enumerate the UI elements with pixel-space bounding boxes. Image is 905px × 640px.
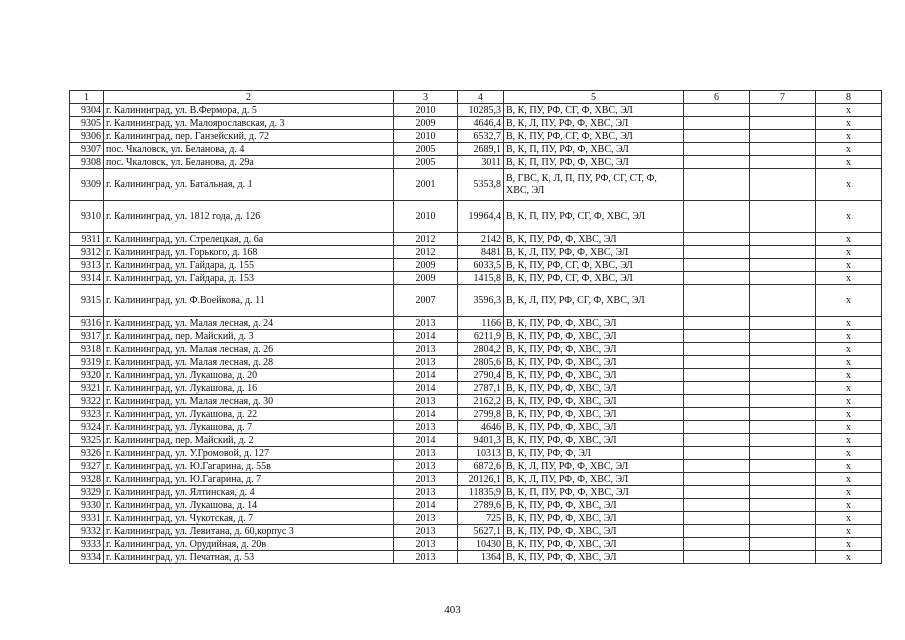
area-cell: 2162,2 (458, 395, 504, 408)
table-row (70, 538, 882, 551)
column-7-cell (750, 117, 816, 130)
column-8-cell: х (816, 395, 882, 408)
address-cell: г. Калининград, ул. Малая лесная, д. 28 (104, 356, 394, 369)
column-8-cell: х (816, 434, 882, 447)
works-cell: В, К, Л, ПУ, РФ, Ф, ХВС, ЭЛ (504, 117, 684, 130)
works-cell: В, К, ПУ, РФ, Ф, ХВС, ЭЛ (504, 382, 684, 395)
column-8-cell: х (816, 104, 882, 117)
column-6-cell (684, 259, 750, 272)
column-7-cell (750, 285, 816, 317)
column-7-cell (750, 525, 816, 538)
table-row (70, 408, 882, 421)
column-7-cell (750, 486, 816, 499)
address-cell: г. Калининград, ул. Лукашова, д. 20 (104, 369, 394, 382)
column-7-cell (750, 317, 816, 330)
column-6-cell (684, 233, 750, 246)
address-cell: г. Калининград, ул. Лукашова, д. 14 (104, 499, 394, 512)
table-row (70, 201, 882, 233)
year-cell: 2014 (394, 434, 458, 447)
address-cell: г. Калининград, пер. Ганзейский, д. 72 (104, 130, 394, 143)
works-cell: В, ГВС, К, Л, П, ПУ, РФ, СГ, СТ, Ф, ХВС, ЭЛ (504, 169, 684, 201)
column-8-cell: х (816, 473, 882, 486)
works-cell: В, К, ПУ, РФ, Ф, ХВС, ЭЛ (504, 434, 684, 447)
column-6-cell (684, 143, 750, 156)
header-cell: 2 (104, 91, 394, 104)
year-cell: 2014 (394, 408, 458, 421)
year-cell: 2013 (394, 460, 458, 473)
table-row (70, 169, 882, 201)
column-6-cell (684, 421, 750, 434)
row-number: 9320 (70, 369, 104, 382)
works-cell: В, К, ПУ, РФ, Ф, ХВС, ЭЛ (504, 512, 684, 525)
works-cell: В, К, ПУ, РФ, Ф, ХВС, ЭЛ (504, 343, 684, 356)
works-cell: В, К, П, ПУ, РФ, Ф, ХВС, ЭЛ (504, 156, 684, 169)
column-8-cell: х (816, 169, 882, 201)
address-cell: г. Калининград, ул. Ялтинская, д. 4 (104, 486, 394, 499)
year-cell: 2013 (394, 447, 458, 460)
header-cell: 3 (394, 91, 458, 104)
column-7-cell (750, 434, 816, 447)
table-row (70, 447, 882, 460)
table-row (70, 233, 882, 246)
column-6-cell (684, 104, 750, 117)
column-7-cell (750, 447, 816, 460)
column-8-cell: х (816, 143, 882, 156)
column-8-cell: х (816, 525, 882, 538)
table-row (70, 551, 882, 564)
address-cell: пос. Чкаловск, ул. Беланова, д. 29а (104, 156, 394, 169)
row-number: 9325 (70, 434, 104, 447)
year-cell: 2005 (394, 143, 458, 156)
area-cell: 10313 (458, 447, 504, 460)
column-8-cell: х (816, 551, 882, 564)
address-cell: г. Калининград, ул. Стрелецкая, д. 6а (104, 233, 394, 246)
row-number: 9332 (70, 525, 104, 538)
row-number: 9319 (70, 356, 104, 369)
works-cell: В, К, ПУ, РФ, Ф, ХВС, ЭЛ (504, 356, 684, 369)
area-cell: 2689,1 (458, 143, 504, 156)
year-cell: 2009 (394, 117, 458, 130)
area-cell: 6872,6 (458, 460, 504, 473)
column-6-cell (684, 343, 750, 356)
column-6-cell (684, 382, 750, 395)
column-6-cell (684, 395, 750, 408)
column-6-cell (684, 272, 750, 285)
column-6-cell (684, 369, 750, 382)
area-cell: 1415,8 (458, 272, 504, 285)
address-cell: г. Калининград, ул. Малоярославская, д. 3 (104, 117, 394, 130)
table-row (70, 272, 882, 285)
row-number: 9324 (70, 421, 104, 434)
address-cell: г. Калининград, ул. Ю.Гагарина, д. 7 (104, 473, 394, 486)
table-row (70, 285, 882, 317)
column-8-cell: х (816, 259, 882, 272)
header-cell: 6 (684, 91, 750, 104)
area-cell: 2790,4 (458, 369, 504, 382)
column-7-cell (750, 395, 816, 408)
address-cell: г. Калининград, ул. Горького, д. 168 (104, 246, 394, 259)
column-6-cell (684, 408, 750, 421)
address-cell: г. Калининград, ул. Гайдара, д. 153 (104, 272, 394, 285)
column-6-cell (684, 538, 750, 551)
address-cell: г. Калининград, ул. У.Громовой, д. 127 (104, 447, 394, 460)
header-cell: 8 (816, 91, 882, 104)
table-row (70, 143, 882, 156)
row-number: 9304 (70, 104, 104, 117)
area-cell: 2805,6 (458, 356, 504, 369)
table-row (70, 525, 882, 538)
column-7-cell (750, 233, 816, 246)
year-cell: 2010 (394, 130, 458, 143)
year-cell: 2012 (394, 233, 458, 246)
table-row (70, 421, 882, 434)
column-8-cell: х (816, 156, 882, 169)
column-6-cell (684, 447, 750, 460)
row-number: 9312 (70, 246, 104, 259)
column-8-cell: х (816, 421, 882, 434)
column-6-cell (684, 117, 750, 130)
works-cell: В, К, ПУ, РФ, СГ, Ф, ХВС, ЭЛ (504, 104, 684, 117)
works-cell: В, К, Л, ПУ, РФ, Ф, ХВС, ЭЛ (504, 460, 684, 473)
column-8-cell: х (816, 201, 882, 233)
row-number: 9309 (70, 169, 104, 201)
works-cell: В, К, ПУ, РФ, Ф, ХВС, ЭЛ (504, 395, 684, 408)
works-cell: В, К, ПУ, РФ, Ф, ЭЛ (504, 447, 684, 460)
column-7-cell (750, 369, 816, 382)
works-cell: В, К, ПУ, РФ, Ф, ХВС, ЭЛ (504, 317, 684, 330)
works-cell: В, К, ПУ, РФ, СГ, Ф, ХВС, ЭЛ (504, 259, 684, 272)
column-8-cell: х (816, 117, 882, 130)
year-cell: 2009 (394, 272, 458, 285)
row-number: 9331 (70, 512, 104, 525)
area-cell: 3596,3 (458, 285, 504, 317)
column-6-cell (684, 525, 750, 538)
year-cell: 2005 (394, 156, 458, 169)
column-7-cell (750, 473, 816, 486)
column-7-cell (750, 356, 816, 369)
header-cell: 5 (504, 91, 684, 104)
table-row (70, 473, 882, 486)
row-number: 9314 (70, 272, 104, 285)
row-number: 9323 (70, 408, 104, 421)
table-row (70, 395, 882, 408)
works-cell: В, К, ПУ, РФ, Ф, ХВС, ЭЛ (504, 538, 684, 551)
area-cell: 2804,2 (458, 343, 504, 356)
column-8-cell: х (816, 447, 882, 460)
year-cell: 2001 (394, 169, 458, 201)
year-cell: 2013 (394, 356, 458, 369)
row-number: 9305 (70, 117, 104, 130)
year-cell: 2010 (394, 201, 458, 233)
address-cell: г. Калининград, ул. Лукашова, д. 7 (104, 421, 394, 434)
works-cell: В, К, ПУ, РФ, Ф, ХВС, ЭЛ (504, 525, 684, 538)
column-8-cell: х (816, 382, 882, 395)
address-cell: г. Калининград, пер. Майский, д. 2 (104, 434, 394, 447)
column-7-cell (750, 201, 816, 233)
area-cell: 10285,3 (458, 104, 504, 117)
works-cell: В, К, ПУ, РФ, Ф, ХВС, ЭЛ (504, 233, 684, 246)
address-cell: г. Калининград, ул. В.Фермора, д. 5 (104, 104, 394, 117)
area-cell: 10430 (458, 538, 504, 551)
column-7-cell (750, 538, 816, 551)
row-number: 9307 (70, 143, 104, 156)
row-number: 9313 (70, 259, 104, 272)
row-number: 9334 (70, 551, 104, 564)
year-cell: 2013 (394, 538, 458, 551)
column-6-cell (684, 285, 750, 317)
table-row (70, 259, 882, 272)
table-row (70, 356, 882, 369)
row-number: 9316 (70, 317, 104, 330)
row-number: 9327 (70, 460, 104, 473)
address-cell: г. Калининград, ул. Малая лесная, д. 24 (104, 317, 394, 330)
works-cell: В, К, ПУ, РФ, Ф, ХВС, ЭЛ (504, 330, 684, 343)
address-cell: г. Калининград, пер. Майский, д. 3 (104, 330, 394, 343)
address-cell: г. Калининград, ул. Малая лесная, д. 30 (104, 395, 394, 408)
column-6-cell (684, 356, 750, 369)
column-6-cell (684, 130, 750, 143)
column-7-cell (750, 499, 816, 512)
table-row (70, 460, 882, 473)
address-cell: г. Калининград, ул. Левитана, д. 60,корпус 3 (104, 525, 394, 538)
table-row (70, 117, 882, 130)
table-row (70, 156, 882, 169)
table-row (70, 330, 882, 343)
address-cell: г. Калининград, ул. Малая лесная, д. 26 (104, 343, 394, 356)
column-6-cell (684, 460, 750, 473)
area-cell: 9401,3 (458, 434, 504, 447)
year-cell: 2013 (394, 343, 458, 356)
area-cell: 5353,8 (458, 169, 504, 201)
works-cell: В, К, П, ПУ, РФ, Ф, ХВС, ЭЛ (504, 486, 684, 499)
year-cell: 2013 (394, 317, 458, 330)
year-cell: 2013 (394, 512, 458, 525)
table-row (70, 382, 882, 395)
table-row (70, 434, 882, 447)
column-7-cell (750, 408, 816, 421)
column-8-cell: х (816, 356, 882, 369)
housing-table (69, 90, 882, 564)
year-cell: 2014 (394, 382, 458, 395)
year-cell: 2013 (394, 551, 458, 564)
area-cell: 2789,6 (458, 499, 504, 512)
area-cell: 4646,4 (458, 117, 504, 130)
column-7-cell (750, 130, 816, 143)
works-cell: В, К, ПУ, РФ, Ф, ХВС, ЭЛ (504, 369, 684, 382)
column-8-cell: х (816, 285, 882, 317)
area-cell: 2787,1 (458, 382, 504, 395)
column-8-cell: х (816, 369, 882, 382)
row-number: 9330 (70, 499, 104, 512)
area-cell: 19964,4 (458, 201, 504, 233)
column-6-cell (684, 551, 750, 564)
address-cell: г. Калининград, ул. Гайдара, д. 155 (104, 259, 394, 272)
area-cell: 1166 (458, 317, 504, 330)
row-number: 9328 (70, 473, 104, 486)
column-7-cell (750, 104, 816, 117)
year-cell: 2013 (394, 486, 458, 499)
area-cell: 20126,1 (458, 473, 504, 486)
column-8-cell: х (816, 343, 882, 356)
works-cell: В, К, Л, ПУ, РФ, Ф, ХВС, ЭЛ (504, 473, 684, 486)
area-cell: 11835,9 (458, 486, 504, 499)
column-8-cell: х (816, 460, 882, 473)
address-cell: г. Калининград, ул. Лукашова, д. 16 (104, 382, 394, 395)
column-7-cell (750, 169, 816, 201)
table-row (70, 343, 882, 356)
column-6-cell (684, 486, 750, 499)
works-cell: В, К, ПУ, РФ, Ф, ХВС, ЭЛ (504, 408, 684, 421)
column-8-cell: х (816, 272, 882, 285)
works-cell: В, К, ПУ, РФ, Ф, ХВС, ЭЛ (504, 421, 684, 434)
table-row (70, 104, 882, 117)
page-number: 403 (444, 604, 461, 616)
row-number: 9308 (70, 156, 104, 169)
column-7-cell (750, 156, 816, 169)
works-cell: В, К, ПУ, РФ, Ф, ХВС, ЭЛ (504, 551, 684, 564)
column-8-cell: х (816, 486, 882, 499)
address-cell: г. Калининград, ул. Чукотская, д. 7 (104, 512, 394, 525)
row-number: 9306 (70, 130, 104, 143)
address-cell: г. Калининград, ул. Лукашова, д. 22 (104, 408, 394, 421)
address-cell: г. Калининград, ул. Ф.Воейкова, д. 11 (104, 285, 394, 317)
works-cell: В, К, П, ПУ, РФ, Ф, ХВС, ЭЛ (504, 143, 684, 156)
year-cell: 2010 (394, 104, 458, 117)
row-number: 9311 (70, 233, 104, 246)
address-cell: г. Калининград, ул. Батальная, д. 1 (104, 169, 394, 201)
header-cell: 1 (70, 91, 104, 104)
column-8-cell: х (816, 538, 882, 551)
row-number: 9317 (70, 330, 104, 343)
address-cell: г. Калининград, ул. Печатная, д. 53 (104, 551, 394, 564)
year-cell: 2013 (394, 395, 458, 408)
column-8-cell: х (816, 512, 882, 525)
area-cell: 4646 (458, 421, 504, 434)
column-7-cell (750, 460, 816, 473)
year-cell: 2013 (394, 473, 458, 486)
area-cell: 8481 (458, 246, 504, 259)
area-cell: 6211,9 (458, 330, 504, 343)
column-7-cell (750, 343, 816, 356)
row-number: 9329 (70, 486, 104, 499)
column-8-cell: х (816, 499, 882, 512)
column-6-cell (684, 434, 750, 447)
column-6-cell (684, 169, 750, 201)
table-row (70, 246, 882, 259)
column-7-cell (750, 272, 816, 285)
header-cell: 4 (458, 91, 504, 104)
works-cell: В, К, ПУ, РФ, СГ, Ф, ХВС, ЭЛ (504, 130, 684, 143)
table-row (70, 369, 882, 382)
works-cell: В, К, ПУ, РФ, Ф, ХВС, ЭЛ (504, 499, 684, 512)
column-8-cell: х (816, 408, 882, 421)
year-cell: 2014 (394, 369, 458, 382)
year-cell: 2013 (394, 525, 458, 538)
table-body (70, 91, 882, 564)
column-7-cell (750, 512, 816, 525)
header-cell: 7 (750, 91, 816, 104)
column-7-cell (750, 330, 816, 343)
column-6-cell (684, 246, 750, 259)
column-7-cell (750, 246, 816, 259)
address-cell: пос. Чкаловск, ул. Беланова, д. 4 (104, 143, 394, 156)
works-cell: В, К, Л, ПУ, РФ, СГ, Ф, ХВС, ЭЛ (504, 285, 684, 317)
year-cell: 2013 (394, 421, 458, 434)
column-6-cell (684, 156, 750, 169)
row-number: 9318 (70, 343, 104, 356)
column-8-cell: х (816, 317, 882, 330)
row-number: 9315 (70, 285, 104, 317)
column-7-cell (750, 143, 816, 156)
column-6-cell (684, 512, 750, 525)
year-cell: 2012 (394, 246, 458, 259)
address-cell: г. Калининград, ул. Орудийная, д. 20в (104, 538, 394, 551)
column-7-cell (750, 259, 816, 272)
address-cell: г. Калининград, ул. 1812 года, д. 126 (104, 201, 394, 233)
year-cell: 2014 (394, 330, 458, 343)
column-6-cell (684, 330, 750, 343)
column-6-cell (684, 473, 750, 486)
row-number: 9322 (70, 395, 104, 408)
table-row (70, 512, 882, 525)
area-cell: 6033,5 (458, 259, 504, 272)
year-cell: 2007 (394, 285, 458, 317)
area-cell: 1364 (458, 551, 504, 564)
column-6-cell (684, 499, 750, 512)
column-8-cell: х (816, 246, 882, 259)
table-row (70, 499, 882, 512)
year-cell: 2014 (394, 499, 458, 512)
table-row (70, 486, 882, 499)
row-number: 9326 (70, 447, 104, 460)
area-cell: 2799,8 (458, 408, 504, 421)
area-cell: 6532,7 (458, 130, 504, 143)
area-cell: 3011 (458, 156, 504, 169)
area-cell: 2142 (458, 233, 504, 246)
address-cell: г. Калининград, ул. Ю.Гагарина, д. 55в (104, 460, 394, 473)
column-7-cell (750, 551, 816, 564)
area-cell: 5627,1 (458, 525, 504, 538)
row-number: 9321 (70, 382, 104, 395)
year-cell: 2009 (394, 259, 458, 272)
row-number: 9310 (70, 201, 104, 233)
table-row (70, 317, 882, 330)
column-8-cell: х (816, 330, 882, 343)
column-8-cell: х (816, 233, 882, 246)
column-7-cell (750, 382, 816, 395)
table-header-row (70, 91, 882, 104)
table-row (70, 130, 882, 143)
column-7-cell (750, 421, 816, 434)
row-number: 9333 (70, 538, 104, 551)
area-cell: 725 (458, 512, 504, 525)
column-6-cell (684, 317, 750, 330)
column-6-cell (684, 201, 750, 233)
works-cell: В, К, Л, ПУ, РФ, Ф, ХВС, ЭЛ (504, 246, 684, 259)
column-8-cell: х (816, 130, 882, 143)
works-cell: В, К, ПУ, РФ, СГ, Ф, ХВС, ЭЛ (504, 272, 684, 285)
works-cell: В, К, П, ПУ, РФ, СГ, Ф, ХВС, ЭЛ (504, 201, 684, 233)
